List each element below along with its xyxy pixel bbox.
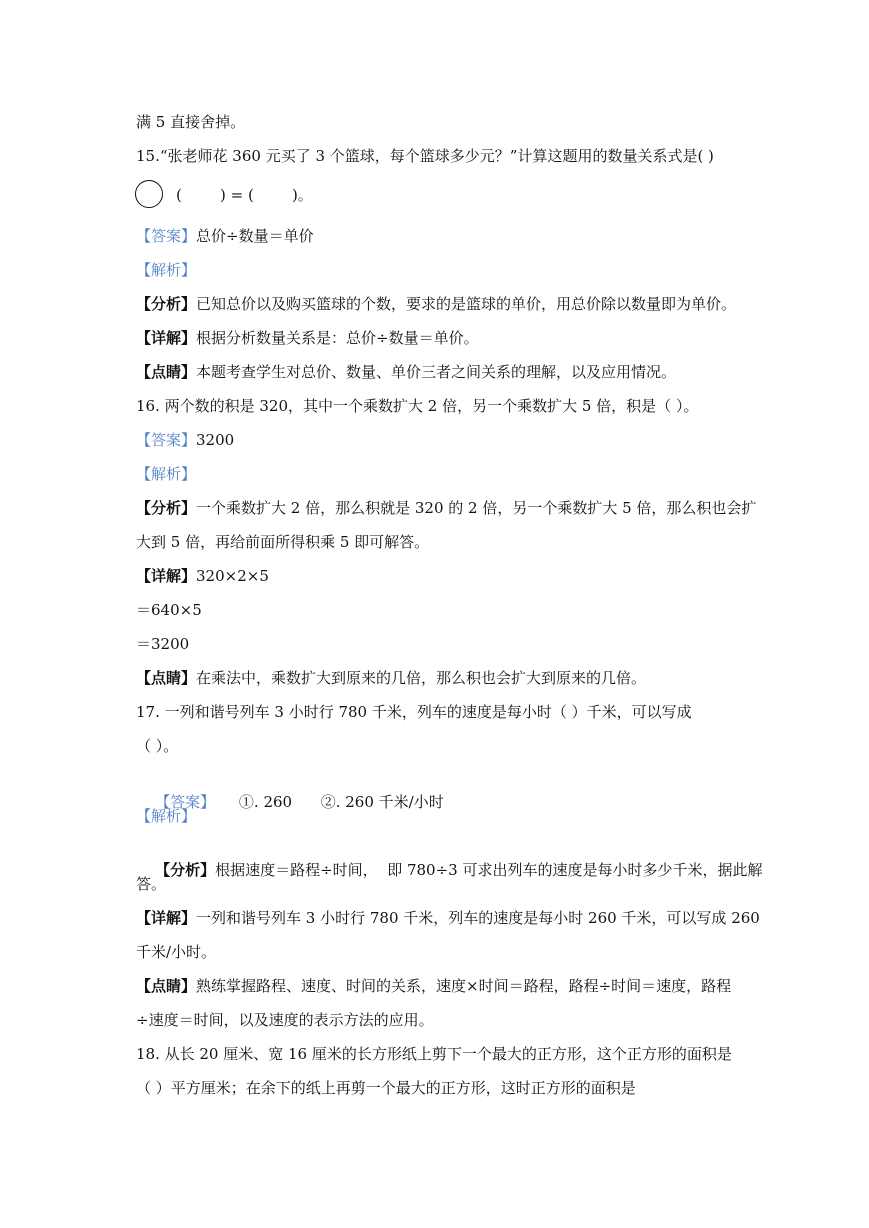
answer-tag: 【答案】 [155,793,216,811]
dianjing-line [136,362,676,382]
fenxi-text-cont: 大到 5 倍，再给前面所得积乘 5 即可解答。 [136,533,430,551]
fenxi-line [136,840,762,900]
answer-text: 3200 [196,431,235,449]
dianjing-tag: 【点睛】 [136,977,197,995]
question-15: 15.“张老师花 360 元买了 3 个篮球，每个篮球多少元？”计算这题用的数量关系式是( ) [136,147,714,165]
fenxi-text: 一个乘数扩大 2 倍，那么积就是 320 的 2 倍，另一个乘数扩大 5 倍，那么积也会扩 [196,499,757,517]
xiangjie-text: 根据分析数量关系是：总价÷数量＝单价。 [196,329,479,347]
xiangjie-text-cont: 千米/小时。 [136,943,217,961]
xiangjie-line [136,328,479,348]
fenxi-line [136,498,756,518]
xiangjie-text: 一列和谐号列车 3 小时行 780 千米，列车的速度是每小时 260 千米，可以写成 260 [196,909,760,927]
dianjing-text: 在乘法中，乘数扩大到原来的几倍，那么积也会扩大到原来的几倍。 [196,669,647,687]
xiangjie-tag: 【详解】 [136,567,197,585]
dianjing-line [136,976,731,996]
fenxi-text-cont: 答。 [136,875,167,893]
dianjing-line [136,668,646,688]
dianjing-tag: 【点睛】 [136,363,197,381]
question-15-formula: ( ) = ( )。 [176,186,313,204]
analysis-tag: 【解析】 [136,261,197,279]
xiangjie-tag: 【详解】 [136,329,197,347]
circle-blank-icon [135,180,163,208]
calc-step: ＝640×5 [136,601,202,619]
answer-line [136,226,314,246]
answer-tag: 【答案】 [136,431,197,449]
fenxi-text: 根据速度＝路程÷时间， 即 780÷3 可求出列车的速度是每小时多少千米，据此解 [215,861,763,879]
analysis-tag: 【解析】 [136,807,197,825]
fenxi-text: 已知总价以及购买篮球的个数，要求的是篮球的单价，用总价除以数量即为单价。 [196,295,737,313]
xiangjie-tag: 【详解】 [136,909,197,927]
question-18-cont: （ ）平方厘米；在余下的纸上再剪一个最大的正方形，这时正方形的面积是 [136,1079,636,1097]
answer-line [136,430,234,450]
calc-step: ＝3200 [136,635,190,653]
xiangjie-line [136,566,269,586]
xiangjie-text: 320×2×5 [196,567,269,585]
xiangjie-line [136,908,760,928]
answer-tag: 【答案】 [136,227,197,245]
dianjing-text-cont: ÷速度＝时间，以及速度的表示方法的应用。 [136,1011,434,1029]
fenxi-line [136,294,736,314]
fenxi-tag: 【分析】 [136,295,197,313]
text-line: 满 5 直接舍掉。 [136,113,246,131]
answer-text: 总价÷数量＝单价 [196,227,314,245]
answer-text: ①. 260 ②. 260 千米/小时 [215,793,444,811]
question-18: 18. 从长 20 厘米、宽 16 厘米的长方形纸上剪下一个最大的正方形，这个正方形的面积是 [136,1045,732,1063]
question-16: 16. 两个数的积是 320，其中一个乘数扩大 2 倍，另一个乘数扩大 5 倍，积是（ ）。 [136,397,699,415]
analysis-tag: 【解析】 [136,465,197,483]
dianjing-text: 本题考查学生对总价、数量、单价三者之间关系的理解，以及应用情况。 [196,363,677,381]
fenxi-tag: 【分析】 [136,499,197,517]
question-17-cont: （ ）。 [136,737,179,755]
question-17: 17. 一列和谐号列车 3 小时行 780 千米，列车的速度是每小时（ ）千米，可以写成 [136,703,692,721]
dianjing-tag: 【点睛】 [136,669,197,687]
fenxi-tag: 【分析】 [155,861,216,879]
dianjing-text: 熟练掌握路程、速度、时间的关系，速度×时间＝路程，路程÷时间＝速度，路程 [196,977,732,995]
